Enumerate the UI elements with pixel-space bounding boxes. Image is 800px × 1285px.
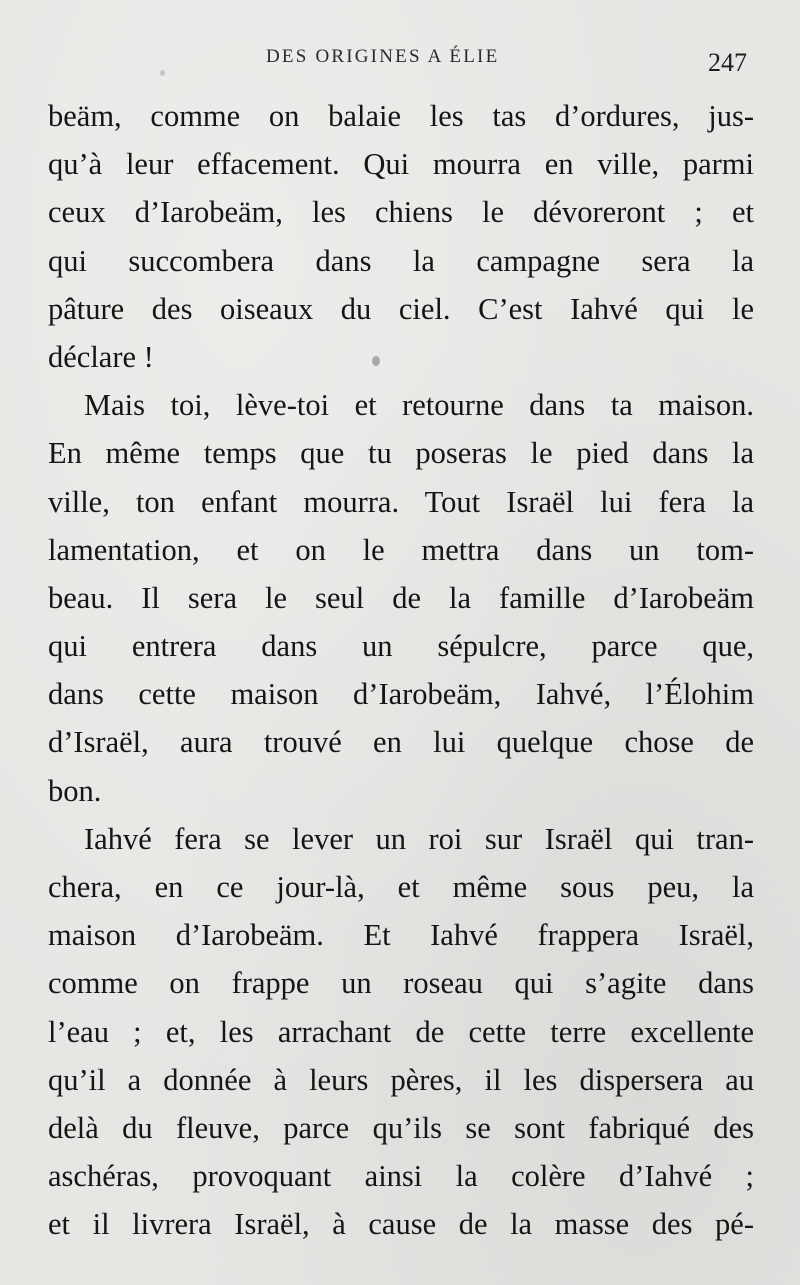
page-header — [0, 40, 800, 84]
ink-spot — [160, 70, 165, 76]
text-line: maison d’Iarobeäm. Et Iahvé frappera Israël, — [48, 918, 754, 953]
text-line: beau. Il sera le seul de la famille d’Iarobeäm — [48, 580, 754, 615]
text-line: comme on frappe un roseau qui s’agite dans — [48, 966, 754, 1001]
text-line: En même temps que tu poseras le pied dans la — [48, 436, 754, 471]
text-line: qui succombera dans la campagne sera la — [48, 243, 754, 278]
text-line: dans cette maison d’Iarobeäm, Iahvé, l’Élohim — [48, 677, 754, 712]
text-line: aschéras, provoquant ainsi la colère d’Iahvé ; — [48, 1159, 754, 1194]
body-text — [48, 92, 754, 1249]
text-line: bon. — [48, 773, 102, 808]
text-line: qui entrera dans un sépulcre, parce que, — [48, 629, 754, 664]
text-line: l’eau ; et, les arrachant de cette terre excellente — [48, 1014, 754, 1049]
text-line: qu’il a donnée à leurs pères, il les dispersera au — [48, 1062, 754, 1097]
text-line: Mais toi, lève-toi et retourne dans ta maison. — [84, 388, 754, 423]
text-line: Iahvé fera se lever un roi sur Israël qui tran- — [84, 821, 754, 856]
running-title: DES ORIGINES A ÉLIE — [266, 46, 500, 67]
text-line: ville, ton enfant mourra. Tout Israël lui fera la — [48, 484, 754, 519]
paragraph-2 — [48, 381, 754, 815]
text-line: déclare ! — [48, 339, 154, 374]
text-line: lamentation, et on le mettra dans un tom- — [48, 532, 754, 567]
text-line: d’Israël, aura trouvé en lui quelque chose de — [48, 725, 754, 760]
text-line: delà du fleuve, parce qu’ils se sont fabriqué des — [48, 1110, 754, 1145]
page-number: 247 — [708, 48, 747, 77]
text-line: qu’à leur effacement. Qui mourra en ville, parmi — [48, 147, 754, 182]
text-line: ceux d’Iarobeäm, les chiens le dévoreront ; et — [48, 195, 754, 230]
text-line: et il livrera Israël, à cause de la masse des pé- — [48, 1207, 754, 1242]
paragraph-3 — [48, 815, 754, 1249]
text-line: chera, en ce jour-là, et même sous peu, la — [48, 870, 754, 904]
text-line: pâture des oiseaux du ciel. C’est Iahvé qui le — [48, 291, 754, 326]
paragraph-1 — [48, 92, 754, 381]
text-line: beäm, comme on balaie les tas d’ordures, jus- — [48, 99, 754, 133]
